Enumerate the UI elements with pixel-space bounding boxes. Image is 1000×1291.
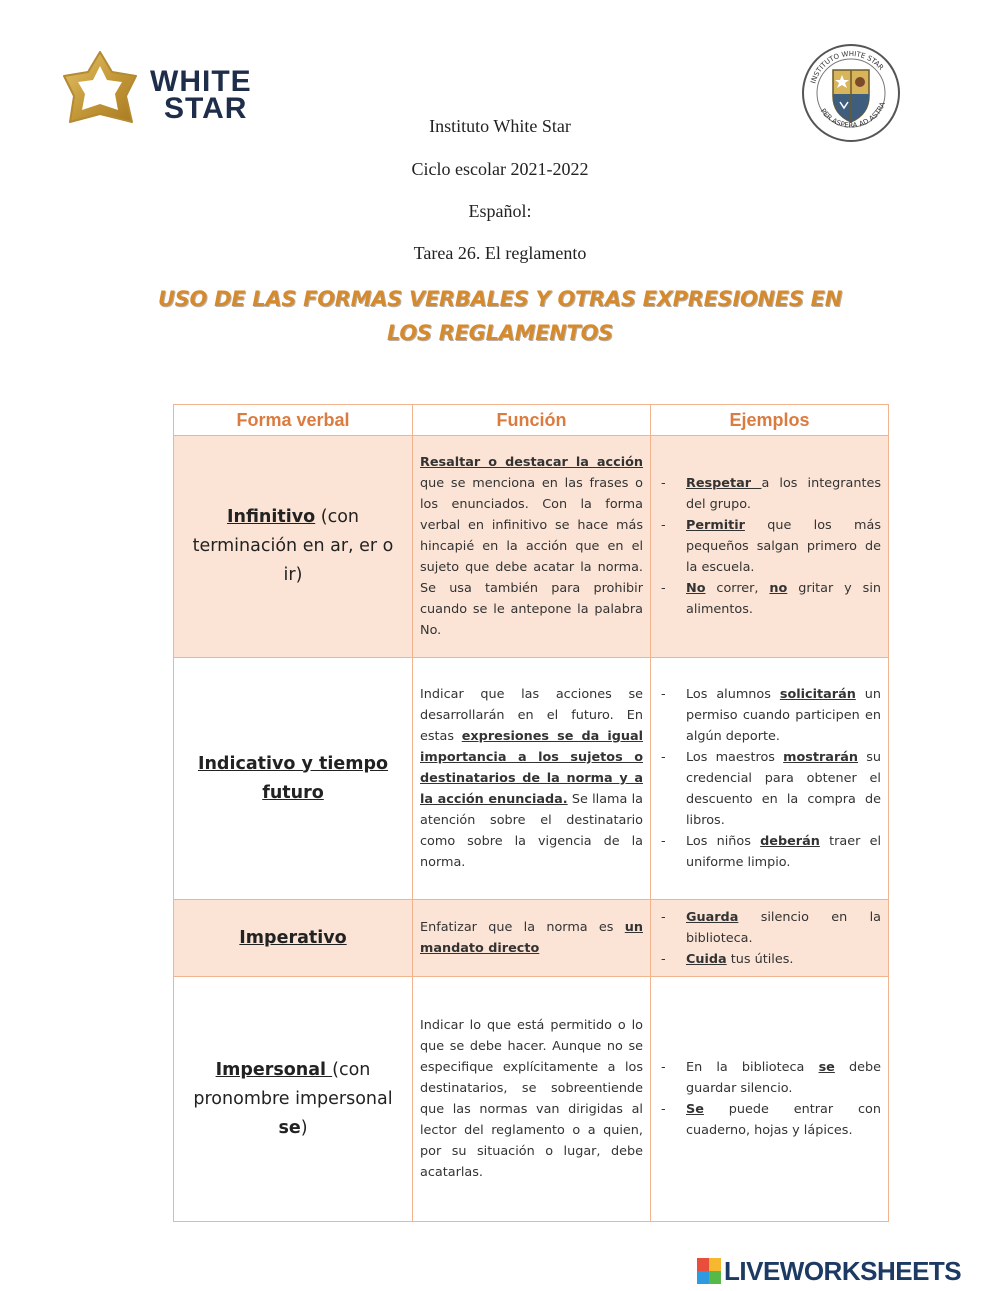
logo-wordmark: WHITE STAR <box>150 65 252 125</box>
form-cell-impersonal: Impersonal (con pronombre impersonal se) <box>174 977 413 1222</box>
table-row <box>174 658 889 900</box>
function-cell: Indicar que las acciones se desarrollarán en el futuro. En estas expresiones se da igual importancia a los sujetos o destinatarios de la norma y a la acción enunciada. Se llama la atención sobre el destinatario como sobre la vigencia de la norma. <box>413 658 651 900</box>
liveworksheets-icon <box>697 1258 721 1284</box>
liveworksheets-label: LIVEWORKSHEETS <box>724 1255 962 1286</box>
table-row <box>174 436 889 658</box>
header-ejemplos: Ejemplos <box>651 405 889 436</box>
icon-square-red <box>697 1258 709 1271</box>
function-cell: Resaltar o destacar la acción que se menciona en las frases o los enunciados. Con la forma verbal en infinitivo se hace más hincapié en la acción que en el sujeto que debe acatar la norma. Se usa también para prohibir cuando se le antepone la palabra No. <box>413 436 651 658</box>
table-row <box>174 977 889 1222</box>
examples-cell <box>651 658 889 900</box>
form-cell-indicativo: Indicativo y tiempo futuro <box>174 658 413 900</box>
list-item: - Cuida tus útiles. <box>659 949 881 970</box>
institution-name: Instituto White Star <box>429 116 571 136</box>
icon-square-blue <box>697 1271 709 1284</box>
list-item: - Los alumnos solicitarán un permiso cuando participen en algún deporte. <box>659 684 881 747</box>
list-item: - Guarda silencio en la biblioteca. <box>659 907 881 949</box>
form-cell-imperativo: Imperativo <box>174 900 413 977</box>
list-item: - Los niños deberán traer el uniforme limpio. <box>659 831 881 873</box>
header-funcion: Función <box>413 405 651 436</box>
list-item: - En la biblioteca se debe guardar silencio. <box>659 1057 881 1099</box>
list-item: - No correr, no gritar y sin alimentos. <box>659 578 881 620</box>
table-header-row <box>174 405 889 436</box>
examples-cell <box>651 436 889 658</box>
list-item: - Permitir que los más pequeños salgan primero de la escuela. <box>659 515 881 578</box>
verb-forms-table <box>173 404 889 1222</box>
examples-cell <box>651 977 889 1222</box>
list-item: - Se puede entrar con cuaderno, hojas y lápices. <box>659 1099 881 1141</box>
assignment-title: Tarea 26. El reglamento <box>413 243 587 263</box>
table-row <box>174 900 889 977</box>
worksheet-title: USO DE LAS FORMAS VERBALES Y OTRAS EXPRESIONES EN LOS REGLAMENTOS <box>157 287 842 345</box>
list-item: - Los maestros mostrarán su credencial para obtener el descuento en la compra de libros. <box>659 747 881 831</box>
examples-cell <box>651 900 889 977</box>
form-cell-infinitivo: Infinitivo (con terminación en ar, er o ir) <box>174 436 413 658</box>
header-forma-verbal: Forma verbal <box>174 405 413 436</box>
svg-text:INSTITUTO WHITE STAR: INSTITUTO WHITE STAR <box>809 49 885 85</box>
function-cell: Enfatizar que la norma es un mandato directo <box>413 900 651 977</box>
icon-square-yellow <box>709 1258 721 1271</box>
list-item: - Respetar a los integrantes del grupo. <box>659 473 881 515</box>
icon-square-green <box>709 1271 721 1284</box>
function-cell: Indicar lo que está permitido o lo que se debe hacer. Aunque no se especifique explícitamente a los destinatarios, se sobreentiende que las normas van dirigidas al lector del reglamento o a quien, por su situación o lugar, debe acatarlas. <box>413 977 651 1222</box>
svg-text:PER ASPERA AD ASTRA: PER ASPERA AD ASTRA <box>818 100 887 130</box>
school-year: Ciclo escolar 2021-2022 <box>411 159 589 179</box>
subject: Español: <box>468 201 532 221</box>
liveworksheets-brand[interactable] <box>697 1256 961 1286</box>
